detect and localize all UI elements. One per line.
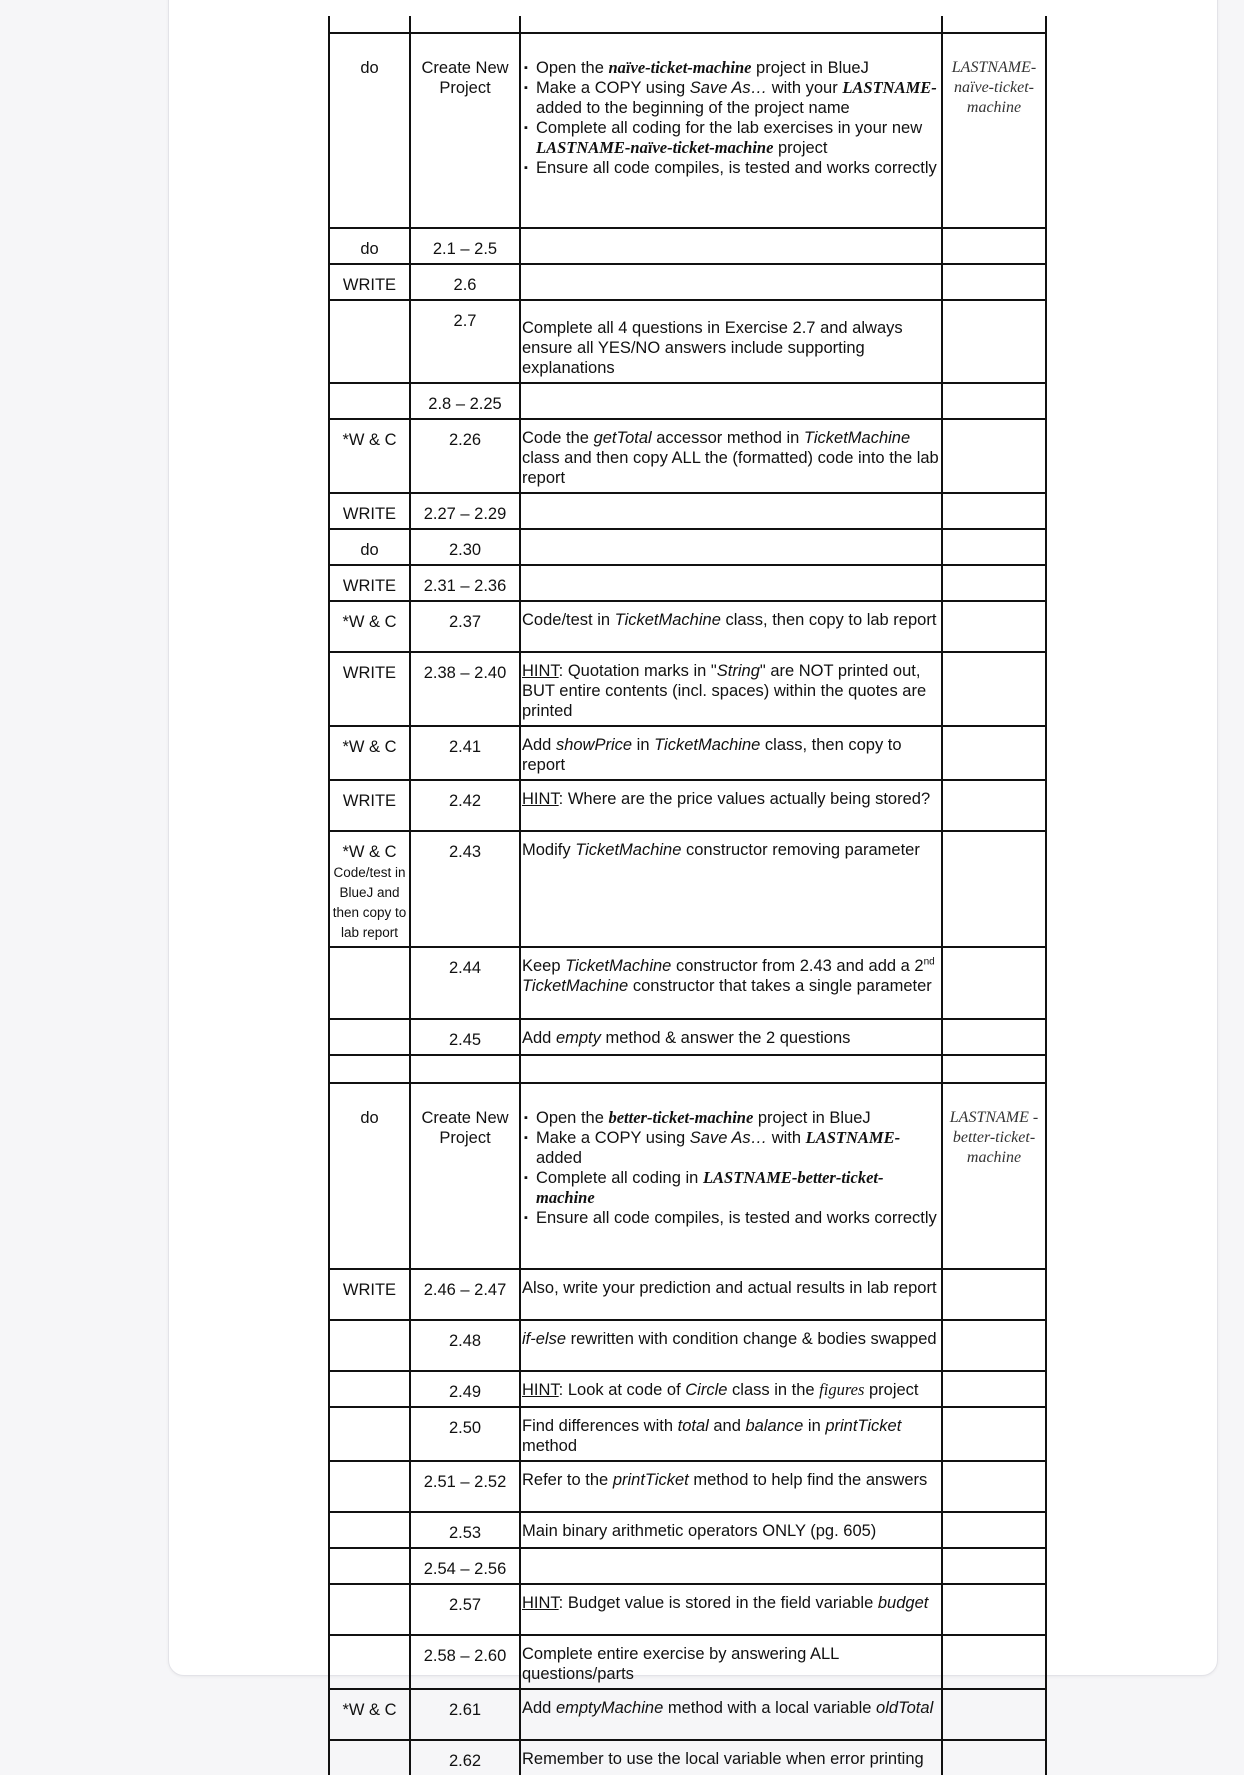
notes-cell (942, 1584, 1046, 1635)
exercise-cell: 2.42 (410, 780, 520, 831)
notes-cell (942, 1635, 1046, 1689)
notes-cell (942, 1740, 1046, 1775)
notes-cell (942, 383, 1046, 419)
type-cell (329, 1371, 410, 1407)
notes-cell (942, 1320, 1046, 1371)
type-cell: do (329, 529, 410, 565)
table-row (329, 1019, 1046, 1055)
type-cell: WRITE (329, 493, 410, 529)
table-row (329, 1689, 1046, 1740)
table-row (329, 1320, 1046, 1371)
notes-cell (942, 652, 1046, 726)
type-cell: *W & C (329, 1689, 410, 1740)
table-row (329, 1269, 1046, 1320)
table-row (329, 1055, 1046, 1083)
type-cell: *W & C (329, 419, 410, 493)
ex-line: Project (439, 79, 491, 97)
table-row (329, 383, 1046, 419)
type-cell: do (329, 228, 410, 264)
ex-line: Create New (421, 1109, 509, 1127)
exercise-cell: 2.54 – 2.56 (410, 1548, 520, 1584)
description-cell: HINT: Quotation marks in "String" are NOT printed out, BUT entire contents (incl. spaces) within the quotes are printed (520, 652, 942, 726)
table-row (329, 726, 1046, 780)
notes-cell (942, 1461, 1046, 1512)
exercise-cell: 2.48 (410, 1320, 520, 1371)
table-row (329, 1584, 1046, 1635)
exercise-cell: 2.6 (410, 264, 520, 300)
description-cell (520, 264, 942, 300)
exercise-cell: 2.51 – 2.52 (410, 1461, 520, 1512)
exercise-cell: 2.8 – 2.25 (410, 383, 520, 419)
type-cell (329, 1512, 410, 1548)
type-cell (329, 1461, 410, 1512)
exercise-cell: 2.58 – 2.60 (410, 1635, 520, 1689)
type-cell (329, 1019, 410, 1055)
lab-exercise-table (328, 16, 1047, 1775)
exercise-cell: 2.37 (410, 601, 520, 652)
description-cell: Modify TicketMachine constructor removing parameter (520, 831, 942, 947)
type-cell (329, 1548, 410, 1584)
table-row (329, 1635, 1046, 1689)
type-cell (329, 1320, 410, 1371)
table-row (329, 1740, 1046, 1775)
description-cell: Add emptyMachine method with a local variable oldTotal (520, 1689, 942, 1740)
description-cell: Code/test in TicketMachine class, then copy to lab report (520, 601, 942, 652)
notes-cell (942, 1407, 1046, 1461)
bullet-item: ▪ Ensure all code compiles, is tested and works correctly (522, 1208, 941, 1228)
hint-label: HINT (522, 1381, 559, 1399)
table-row (329, 493, 1046, 529)
table-row (329, 300, 1046, 383)
exercise-cell: 2.49 (410, 1371, 520, 1407)
exercise-cell: 2.53 (410, 1512, 520, 1548)
type-cell (329, 947, 410, 1019)
type-cell (329, 1635, 410, 1689)
description-cell (520, 228, 942, 264)
notes-cell (942, 726, 1046, 780)
description-cell (520, 493, 942, 529)
hint-label: HINT (522, 662, 559, 680)
exercise-cell: 2.41 (410, 726, 520, 780)
description-cell (520, 383, 942, 419)
notes-cell (942, 493, 1046, 529)
type-cell: *W & C (329, 601, 410, 652)
ex-line: Project (439, 1129, 491, 1147)
notes-cell (942, 1019, 1046, 1055)
exercise-cell: 2.45 (410, 1019, 520, 1055)
table-row (329, 601, 1046, 652)
bullet-item: ▪ Open the naïve-ticket-machine project in BlueJ (522, 58, 941, 78)
exercise-cell (410, 1055, 520, 1083)
description-cell: HINT: Look at code of Circle class in the figures project (520, 1371, 942, 1407)
table-row (329, 565, 1046, 601)
table-row (329, 1461, 1046, 1512)
notes-cell (942, 601, 1046, 652)
description-cell: Complete entire exercise by answering ALL questions/parts (520, 1635, 942, 1689)
exercise-cell: 2.44 (410, 947, 520, 1019)
description-cell: HINT: Budget value is stored in the field variable budget (520, 1584, 942, 1635)
hint-label: HINT (522, 1594, 559, 1612)
notes-cell (942, 264, 1046, 300)
type-note: Code/test in BlueJ and then copy to lab report (332, 865, 407, 940)
notes-cell (942, 529, 1046, 565)
exercise-cell: 2.50 (410, 1407, 520, 1461)
notes-cell (942, 565, 1046, 601)
exercise-cell: 2.31 – 2.36 (410, 565, 520, 601)
description-cell (520, 1055, 942, 1083)
type-cell (329, 1740, 410, 1775)
bullet-item: ▪ Make a COPY using Save As… with your LASTNAME- added to the beginning of the project name (522, 78, 941, 118)
exercise-cell (410, 1083, 520, 1269)
type-cell (329, 1055, 410, 1083)
bullet-item: ▪ Ensure all code compiles, is tested and works correctly (522, 158, 941, 178)
exercise-cell: 2.1 – 2.5 (410, 228, 520, 264)
description-cell: Also, write your prediction and actual results in lab report (520, 1269, 942, 1320)
exercise-cell: 2.27 – 2.29 (410, 493, 520, 529)
exercise-cell: 2.38 – 2.40 (410, 652, 520, 726)
table-row (329, 947, 1046, 1019)
type-cell: WRITE (329, 565, 410, 601)
bullet-item: ▪ Complete all coding for the lab exercises in your new LASTNAME-naïve-ticket-machine project (522, 118, 941, 158)
description-cell: Main binary arithmetic operators ONLY (pg. 605) (520, 1512, 942, 1548)
notes-cell (942, 831, 1046, 947)
table-row (329, 264, 1046, 300)
type-cell (329, 1584, 410, 1635)
notes-cell (942, 1371, 1046, 1407)
type-cell (329, 300, 410, 383)
notes-cell (942, 947, 1046, 1019)
description-cell: Keep TicketMachine constructor from 2.43 and add a 2nd TicketMachine constructor that takes a single parameter (520, 947, 942, 1019)
description-cell (520, 33, 942, 228)
table-row (329, 1371, 1046, 1407)
description-cell: Code the getTotal accessor method in TicketMachine class and then copy ALL the (formatted) code into the lab report (520, 419, 942, 493)
description-cell: Add showPrice in TicketMachine class, then copy to report (520, 726, 942, 780)
type-cell: WRITE (329, 780, 410, 831)
table-row (329, 831, 1046, 947)
table-row (329, 780, 1046, 831)
notes-cell (942, 780, 1046, 831)
exercise-cell: 2.61 (410, 1689, 520, 1740)
table-row (329, 1083, 1046, 1269)
exercise-cell: 2.7 (410, 300, 520, 383)
bullet-item: ▪ Open the better-ticket-machine project in BlueJ (522, 1108, 941, 1128)
type-cell: *W & C (329, 726, 410, 780)
exercise-cell: 2.30 (410, 529, 520, 565)
description-cell (520, 1083, 942, 1269)
table-row (329, 419, 1046, 493)
table-row (329, 1512, 1046, 1548)
description-cell (520, 565, 942, 601)
description-cell: Remember to use the local variable when error printing (520, 1740, 942, 1775)
description-cell: Complete all 4 questions in Exercise 2.7 and always ensure all YES/NO answers include supporting explanations (520, 300, 942, 383)
description-cell (520, 1548, 942, 1584)
type-cell: do (329, 1083, 410, 1269)
notes-cell (942, 1055, 1046, 1083)
table-row (329, 228, 1046, 264)
exercise-cell: 2.46 – 2.47 (410, 1269, 520, 1320)
notes-cell (942, 228, 1046, 264)
type-cell (329, 831, 410, 947)
type-cell: WRITE (329, 652, 410, 726)
hint-label: HINT (522, 790, 559, 808)
exercise-cell: 2.57 (410, 1584, 520, 1635)
exercise-cell (410, 33, 520, 228)
notes-cell (942, 419, 1046, 493)
description-cell (520, 529, 942, 565)
type-cell: WRITE (329, 264, 410, 300)
description-cell: if-else rewritten with condition change & bodies swapped (520, 1320, 942, 1371)
table-row (329, 529, 1046, 565)
type-cell: do (329, 33, 410, 228)
description-cell: HINT: Where are the price values actually being stored? (520, 780, 942, 831)
description-cell: Refer to the printTicket method to help find the answers (520, 1461, 942, 1512)
exercise-cell: 2.62 (410, 1740, 520, 1775)
notes-cell (942, 1689, 1046, 1740)
ex-line: Create New (421, 59, 509, 77)
table-row (329, 33, 1046, 228)
type-label: *W & C (342, 843, 397, 861)
table-row (329, 16, 1046, 33)
table-row (329, 652, 1046, 726)
description-cell: Add empty method & answer the 2 questions (520, 1019, 942, 1055)
bullet-item: ▪ Make a COPY using Save As… with LASTNAME- added (522, 1128, 941, 1168)
description-cell: Find differences with total and balance in printTicket method (520, 1407, 942, 1461)
notes-cell (942, 1269, 1046, 1320)
table-row (329, 1407, 1046, 1461)
notes-cell (942, 1512, 1046, 1548)
exercise-cell: 2.43 (410, 831, 520, 947)
notes-cell (942, 300, 1046, 383)
project-folder-cell: LASTNAME - better-ticket-machine (942, 1083, 1046, 1269)
exercise-cell: 2.26 (410, 419, 520, 493)
bullet-item: ▪ Complete all coding in LASTNAME-better-ticket-machine (522, 1168, 941, 1208)
notes-cell (942, 1548, 1046, 1584)
project-folder-cell: LASTNAME-naïve-ticket-machine (942, 33, 1046, 228)
table-row (329, 1548, 1046, 1584)
type-cell: WRITE (329, 1269, 410, 1320)
type-cell (329, 1407, 410, 1461)
type-cell (329, 383, 410, 419)
